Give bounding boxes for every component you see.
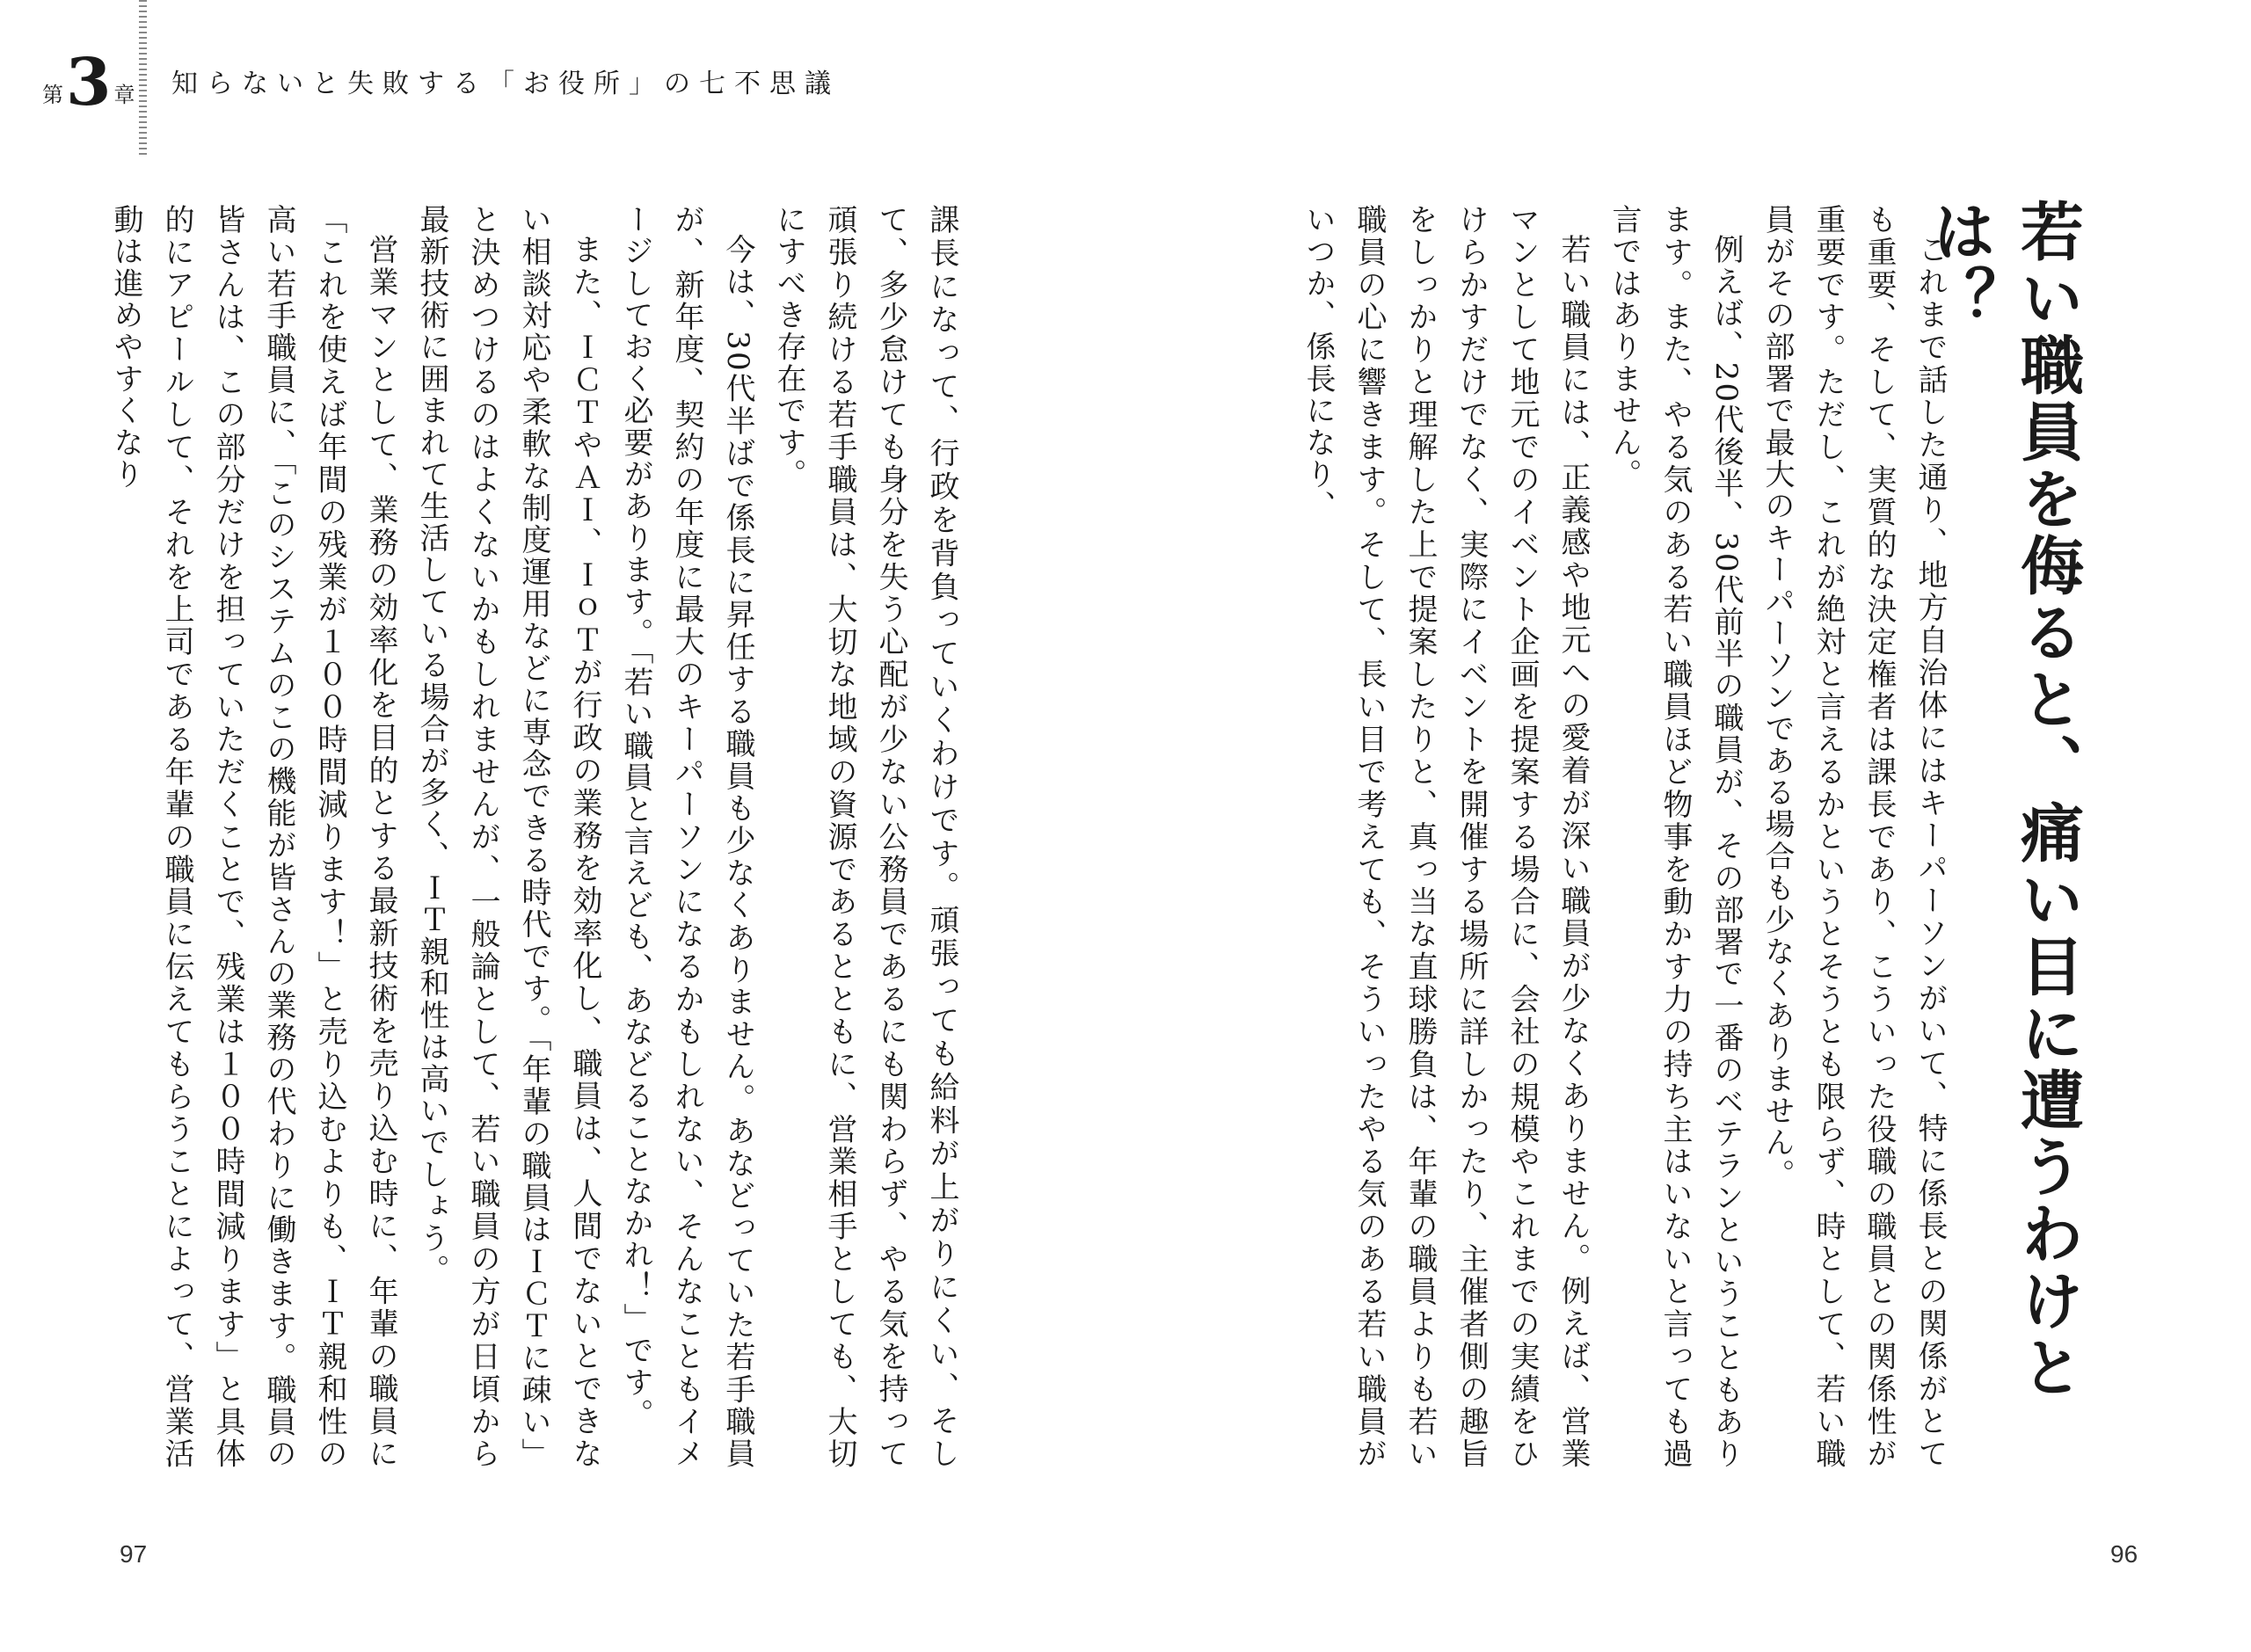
paragraph: 例えば、20代後半、30代前半の職員が、その部署で一番のベテランということもあります。また、やる気のある若い職員ほど物事を動かす力の持ち主はいないと言っても過言ではありません。 xyxy=(1606,204,1744,1470)
right-page-body xyxy=(1300,204,1956,1470)
paragraph: また、ＩＣＴやＡＩ、ＩｏＴが行政の業務を効率化し、職員は、人間でないとできない相談対応や柔軟な制度運用などに専念できる時代です。「年輩の職員はＩＣＴに疎い」と決めつけるのはよくないかもしれませんが、一般論として、若い職員の方が日頃から最新技術に囲まれて生活している場合が多く、ＩＴ親和性は高いでしょう。 xyxy=(414,204,602,1470)
running-head-title: 知らないと失敗する「お役所」の七不思議 xyxy=(171,69,840,99)
section-heading: 若い職員を侮ると、痛い目に遭うわけとは？ xyxy=(1922,199,2084,1401)
chapter-suffix: 章 xyxy=(113,83,135,107)
paragraph: 若い職員には、正義感や地元への愛着が深い職員が少なくありません。例えば、営業マンとして地元でのイベント企画を提案する場合に、会社の規模やこれまでの実績をひけらかすだけでなく、実際にイベントを開催する場所に詳しかったり、主催者側の趣旨をしっかりと理解した上で提案したりと、真っ当な直球勝負は、年輩の職員よりも若い職員の心に響きます。そして、長い目で考えても、そういったやる気のある若い職員がいつか、係長になり、 xyxy=(1300,204,1591,1470)
paragraph: 営業マンとして、業務の効率化を目的とする最新技術を売り込む時に、年輩の職員に「これを使えば年間の残業が１００時間減ります！」と売り込むよりも、ＩＴ親和性の高い若手職員に、「このシステムのこの機能が皆さんの業務の代わりに働きます。職員の皆さんは、この部分だけを担っていただくことで、残業は１００時間減ります」と具体的にアピールして、それを上司である年輩の職員に伝えてもらうことによって、営業活動は進めやすくなり xyxy=(108,204,398,1470)
paragraph: これまで話した通り、地方自治体にはキーパーソンがいて、特に係長との関係がとても重要、そして、実質的な決定権者は課長であり、こういった役職の職員との関係性が重要です。ただし、これが絶対と言えるかというとそうとも限らず、時として、若い職員がその部署で最大のキーパーソンである場合も少なくありません。 xyxy=(1759,204,1948,1470)
paragraph: 課長になって、行政を背負っていくわけです。頑張っても給料が上がりにくい、そして、多少怠けても身分を失う心配が少ない公務員であるにも関わらず、やる気を持って頑張り続ける若手職員は、大切な地域の資源であるとともに、営業相手としても、大切にすべき存在です。 xyxy=(771,204,959,1470)
left-page-body xyxy=(108,204,967,1470)
chapter-number: 3 xyxy=(66,45,112,121)
paragraph: 今は、30代半ばで係長に昇任する職員も少なくありません。あなどっていた若手職員が、新年度、契約の年度に最大のキーパーソンになるかもしれない、そんなこともイメージしておく必要があります。「若い職員と言えども、あなどることなかれ！」です。 xyxy=(618,204,755,1470)
page-number-left: 97 xyxy=(120,1540,148,1568)
page-number-right: 96 xyxy=(2110,1540,2138,1568)
chapter-tag xyxy=(42,45,139,121)
chapter-prefix: 第 xyxy=(42,83,63,107)
chapter-divider xyxy=(139,0,147,156)
